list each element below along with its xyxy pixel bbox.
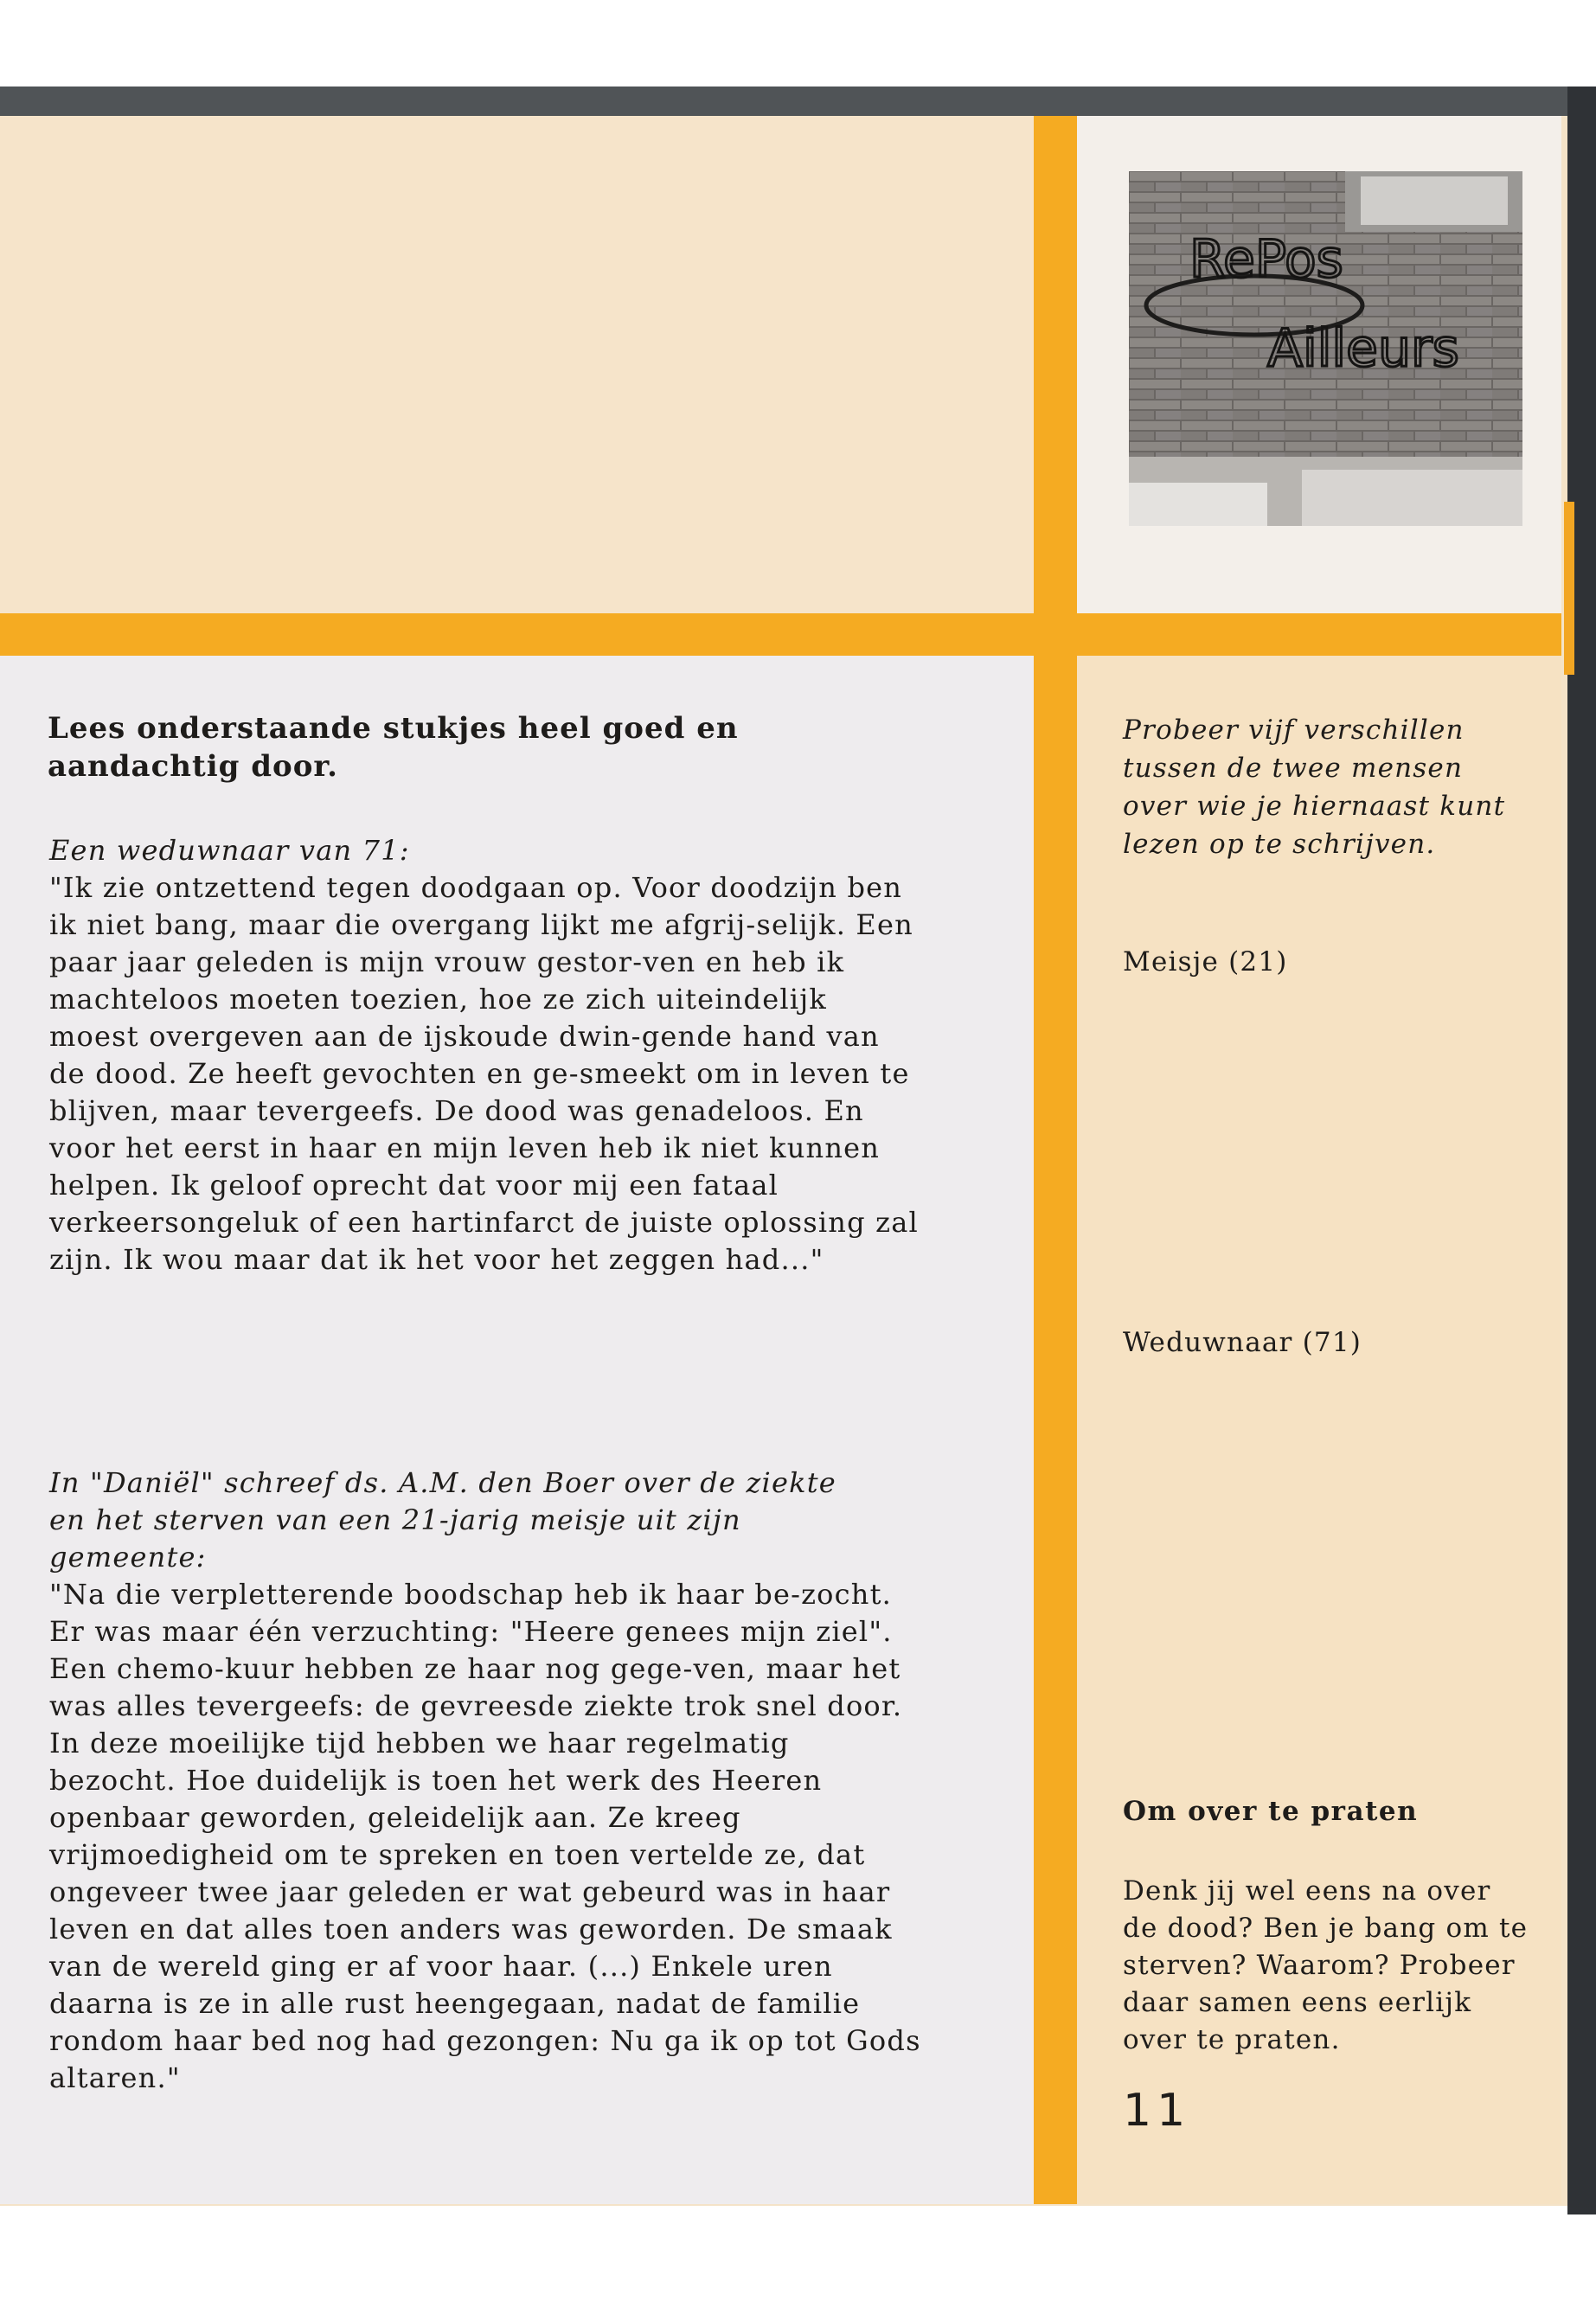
page-number: 11 [1123, 2085, 1191, 2137]
top-left-panel [0, 116, 1034, 613]
label-girl: Meisje (21) [1123, 946, 1288, 977]
discussion-text: Denk jij wel eens na over de dood? Ben je bang om te sterven? Waarom? Probeer daar samen eens eerlijk over te praten. [1123, 1875, 1529, 2055]
discussion-heading: Om over te praten [1123, 1796, 1419, 1827]
sign-text-line-1: RePos [1189, 229, 1343, 290]
sidebar-task: Probeer vijf verschillen tussen de twee mensen over wie je hiernaast kunt lezen op te schrijven. [1123, 715, 1506, 860]
widower-quote: "Ik zie ontzettend tegen doodgaan op. Voor doodzijn ben ik niet bang, maar die overgang lijkt me afgrij-selijk. Een paar jaar geleden is mijn vrouw gestor-ven en heb ik machteloos moeten toezien, hoe ze zich uiteindelijk moest overgeven aan de ijskoude dwin-gende hand van de dood. Ze heeft gevochten en ge-smeekt om in leven te blijven, maar tevergeefs. De dood was genadeloos. En voor het eerst in haar en mijn leven heb ik niet kunnen helpen. Ik geloof oprecht dat voor mij een fataal verkeersongeluk of een hartinfarct de juiste oplossing zal zijn. Ik wou maar dat ik het voor het zeggen had..." [49, 871, 919, 1276]
label-widower: Weduwnaar (71) [1123, 1327, 1362, 1358]
sign-text-line-2: Ailleurs [1267, 318, 1459, 379]
girl-quote: "Na die verpletterende boodschap heb ik haar be-zocht. Er was maar één verzuchting: "Heere genees mijn ziel". Een chemo-kuur hebben ze haar nog gege-ven, maar het was alles tevergeefs: de gevreesde ziekte trok snel door. In deze moeilijke tijd hebben we haar regelmatig bezocht. Hoe duidelijk is toen het werk des Heeren openbaar geworden, geleidelijk aan. Ze kreeg vrijmoedigheid om te spreken en toen vertelde ze, dat ongeveer twee jaar geleden er wat gebeurd was in haar leven en dat alles toen anders was geworden. De smaak van de wereld ging er af voor haar. (...) Enkele uren daarna is ze in alle rust heengegaan, nadat de familie rondom haar bed nog had gezongen: Nu ga ik op tot Gods altaren." [49, 1578, 921, 2094]
vertical-orange-bar [1034, 116, 1077, 2204]
intro-instruction: Lees onderstaande stukjes heel goed en aandachtig door. [48, 711, 739, 784]
binding-tab [1564, 502, 1574, 675]
brick-wall-illustration [1129, 171, 1522, 526]
girl-heading: In "Daniël" schreef ds. A.M. den Boer over de ziekte en het sterven van een 21-jarig meisje uit zijn gemeente: [49, 1466, 836, 1574]
scan-top-edge [0, 87, 1596, 116]
scan-right-edge [1567, 87, 1596, 2214]
widower-heading: Een weduwnaar van 71: [49, 834, 410, 867]
building-sign-photo [1129, 171, 1522, 526]
horizontal-orange-bar [0, 613, 1561, 656]
